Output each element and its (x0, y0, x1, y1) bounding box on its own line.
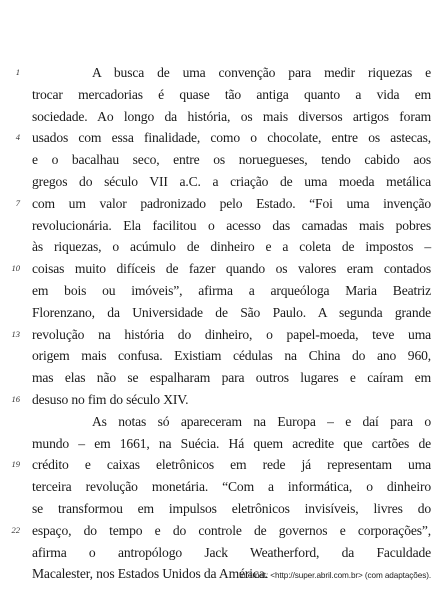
text-line: e o bacalhau seco, entre os noruegueses, tendo cabido aos (32, 152, 431, 168)
line-number: 4 (15, 132, 20, 142)
text-line: revolução na história do dinheiro, o papel-moeda, teve uma (32, 326, 431, 342)
line-number: 22 (11, 525, 20, 535)
text-line: mundo – em 1661, na Suécia. Há quem acredite que cartões de (32, 435, 431, 451)
line-number: 19 (11, 459, 20, 469)
source-citation: Internet: <http://super.abril.com.br> (com adaptações). (238, 571, 431, 580)
text-line: coisas muito difíceis de fazer quando os valores eram contados (32, 261, 431, 277)
line-number: 1 (15, 67, 20, 77)
line-number: 7 (15, 198, 20, 208)
text-line: mas elas não se espalharam para outros lugares e caíram em (32, 370, 431, 386)
text-line: espaço, do tempo e do controle de governos e corporações”, (32, 522, 431, 538)
line-number: 16 (11, 394, 20, 404)
text-line: crédito e caixas eletrônicos em rede já representam uma (32, 457, 431, 473)
text-line: A busca de uma convenção para medir riquezas e (92, 65, 431, 80)
text-line: trocar mercadorias é quase tão antiga quanto a vida em (32, 86, 431, 102)
text-line: As notas só apareceram na Europa – e daí para o (92, 413, 431, 429)
line-number: 13 (11, 329, 20, 339)
text-line: afirma o antropólogo Jack Weatherford, da Faculdade (32, 544, 431, 560)
line-number: 10 (11, 263, 20, 273)
text-line: origem mais confusa. Existiam cédulas na China do ano 960, (32, 348, 431, 364)
text-line: Florenzano, da Universidade de São Paulo. A segunda grande (32, 304, 431, 320)
text-line: se transformou em impulsos eletrônicos invisíveis, livres do (32, 501, 431, 516)
text-line: às riquezas, o acúmulo de dinheiro e a coleta de impostos – (32, 239, 431, 255)
text-line: desuso no fim do século XIV. (32, 392, 189, 407)
text-line: terceira revolução monetária. “Com a informática, o dinheiro (32, 479, 431, 495)
text-line: revolucionária. Ela facilitou o acesso das camadas mais pobres (32, 217, 431, 233)
text-line: Macalester, nos Estados Unidos da América. (32, 566, 268, 582)
text-line: gregos do século VII a.C. a criação de uma moeda metálica (32, 174, 431, 189)
text-line: sociedade. Ao longo da história, os mais diversos artigos foram (32, 108, 431, 124)
text-line: com um valor padronizado pelo Estado. “Foi uma invenção (32, 195, 431, 211)
text-line: usados com essa finalidade, como o chocolate, entre os astecas, (32, 130, 431, 146)
text-line: em bois ou imóveis”, afirma a arqueóloga Maria Beatriz (32, 283, 431, 298)
